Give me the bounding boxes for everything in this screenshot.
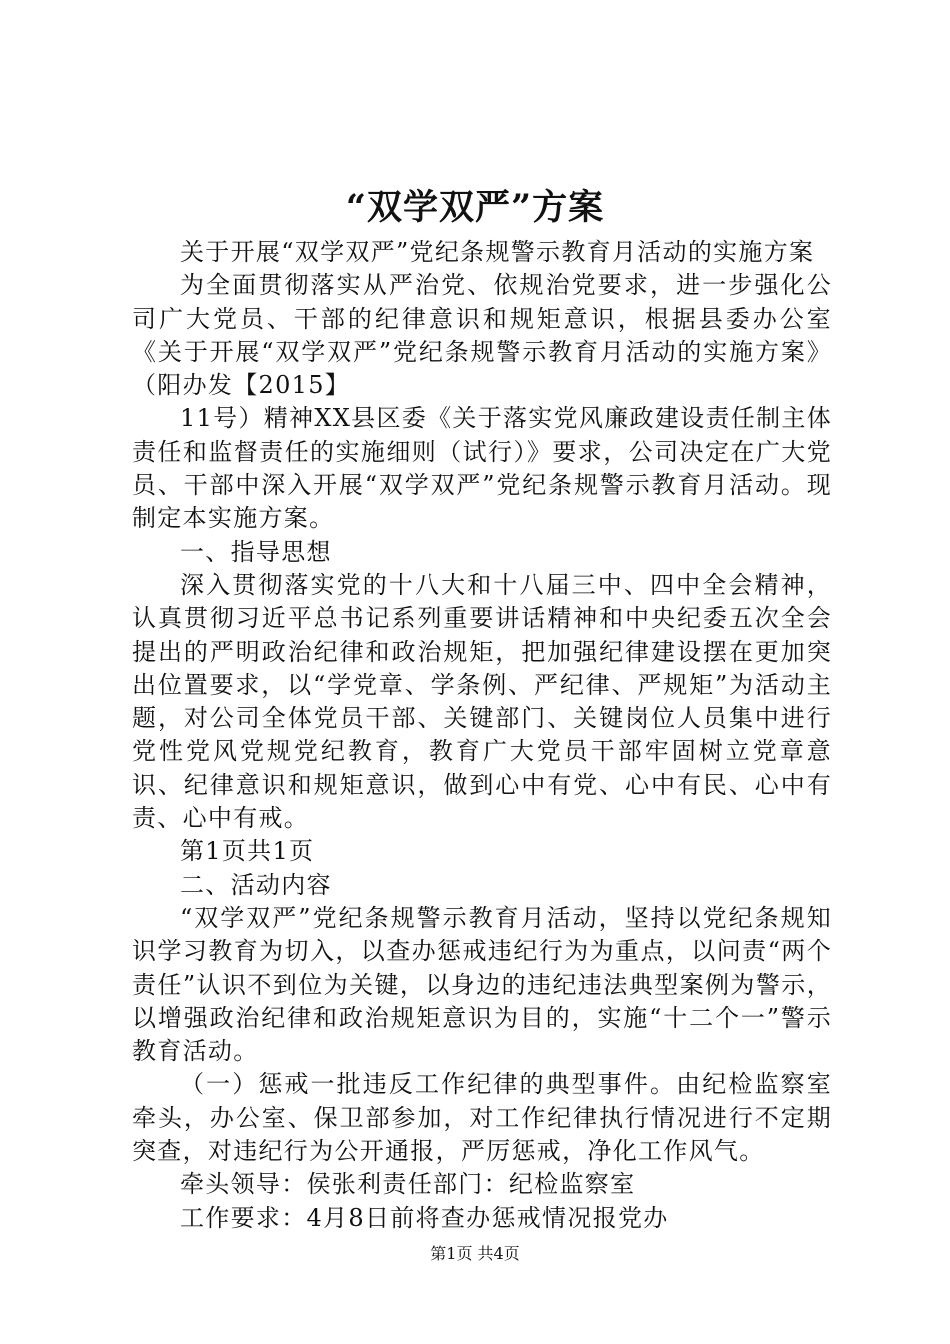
section-heading-activity-content: 二、活动内容 <box>180 870 332 899</box>
paragraph-work-requirement: 工作要求：4月8日前将查办惩戒情况报党办 <box>180 1203 669 1232</box>
section-heading-guiding-thought: 一、指导思想 <box>180 537 332 566</box>
paragraph-activity-content: “双学双严”党纪条规警示教育月活动，坚持以党纪条规知识学习教育为切入，以查办惩戒违纪行为为重点，以问责“两个责任”认识不到位为关键，以身边的违纪违法典型案例为警示，以增强政治纪律和政治规矩意识为目的，实施“十二个一”警示教育活动。 <box>132 903 832 1066</box>
paragraph-lead-leader: 牵头领导：侯张利责任部门：纪检监察室 <box>180 1170 636 1199</box>
paragraph-intro-continued: 11号）精神XX县区委《关于落实党风廉政建设责任制主体责任和监督责任的实施细则（试行）》要求，公司决定在广大党员、干部中深入开展“双学双严”党纪条规警示教育月活动。现制定本实施方案。 <box>132 404 832 533</box>
paragraph-intro: 为全面贯彻落实从严治党、依规治党要求，进一步强化公司广大党员、干部的纪律意识和规矩意识，根据县委办公室《关于开展“双学双严”党纪条规警示教育月活动的实施方案》（阳办发【2015】 <box>132 271 832 400</box>
paragraph-item-one: （一）惩戒一批违反工作纪律的典型事件。由纪检监察室牵头，办公室、保卫部参加，对工作纪律执行情况进行不定期突查，对违纪行为公开通报，严厉惩戒，净化工作风气。 <box>132 1070 832 1166</box>
paragraph-guiding-thought: 深入贯彻落实党的十八大和十八届三中、四中全会精神，认真贯彻习近平总书记系列重要讲话精神和中央纪委五次全会提出的严明政治纪律和政治规矩，把加强纪律建设摆在更加突出位置要求，以“学党章、学条例、严纪律、严规矩”为活动主题，对公司全体党员干部、关键部门、关键岗位人员集中进行党性党风党规党纪教育，教育广大党员干部牢固树立党章意识、纪律意识和规矩意识，做到心中有党、心中有民、心中有责、心中有戒。 <box>132 570 832 833</box>
document-title: “双学双严”方案 <box>345 187 605 228</box>
page-footer: 第1页 共4页 <box>430 1244 520 1263</box>
inline-page-marker: 第1页共1页 <box>180 837 315 866</box>
paragraph-plan-name: 关于开展“双学双严”党纪条规警示教育月活动的实施方案 <box>180 238 815 266</box>
document-body <box>132 236 832 1235</box>
